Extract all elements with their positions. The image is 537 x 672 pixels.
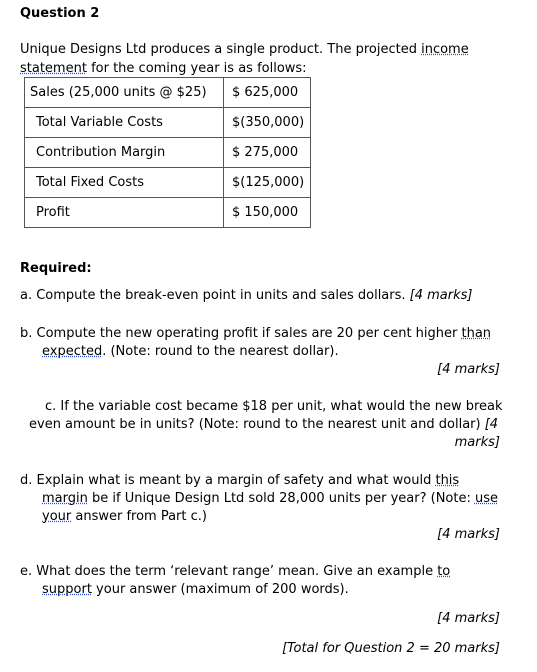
- intro-text-2: for the coming year is as follows:: [86, 61, 307, 76]
- income-link: income: [421, 42, 469, 57]
- part-c-line-1: c. If the variable cost became $18 per unit, what would the new break: [45, 399, 503, 414]
- than-link: than: [461, 326, 492, 341]
- row-label: Contribution Margin: [25, 138, 224, 168]
- part-d-marks: [4 marks]: [437, 527, 500, 542]
- part-d-text-3: answer from Part c.): [71, 509, 207, 524]
- to-link: to: [437, 564, 451, 579]
- table-row: [25, 78, 311, 108]
- part-b-line-2: [42, 344, 339, 359]
- part-d-line-1: [20, 473, 459, 488]
- question-title: Question 2: [20, 6, 100, 21]
- part-c-marks-b: marks]: [454, 435, 500, 450]
- part-b-text-2: . (Note: round to the nearest dollar).: [102, 344, 339, 359]
- intro-text: Unique Designs Ltd produces a single product. The projected: [20, 42, 422, 57]
- part-a: [20, 288, 473, 303]
- part-a-marks: [4 marks]: [409, 288, 473, 303]
- part-b-line-1: [20, 326, 491, 341]
- part-c-text: even amount be in units? (Note: round to the nearest unit and dollar): [29, 417, 485, 432]
- row-value: $(125,000): [224, 168, 311, 198]
- table-row: [25, 198, 311, 228]
- your-link: your: [42, 509, 72, 524]
- support-link: support: [42, 582, 92, 597]
- row-value: $ 275,000: [224, 138, 311, 168]
- part-b-text: b. Compute the new operating profit if sales are 20 per cent higher: [20, 326, 462, 341]
- table-row: [25, 168, 311, 198]
- intro-line-2: [20, 61, 307, 76]
- part-c-line-2: [29, 417, 498, 432]
- required-label: Required:: [20, 261, 92, 276]
- row-value: $ 150,000: [224, 198, 311, 228]
- intro-line-1: [20, 42, 469, 57]
- part-e-text: e. What does the term ‘relevant range’ mean. Give an example: [20, 564, 438, 579]
- this-link: this: [435, 473, 460, 488]
- part-e-line-2: [42, 582, 349, 597]
- part-d-text-2: be if Unique Design Ltd sold 28,000 units per year? (Note:: [87, 491, 475, 506]
- question-total: [Total for Question 2 = 20 marks]: [282, 641, 500, 656]
- part-e-marks: [4 marks]: [437, 611, 500, 626]
- row-label: Total Variable Costs: [25, 108, 224, 138]
- income-statement-table: [24, 77, 311, 228]
- part-d-text: d. Explain what is meant by a margin of safety and what would: [20, 473, 436, 488]
- row-value: $(350,000): [224, 108, 311, 138]
- part-d-line-2: [42, 491, 498, 506]
- table-row: [25, 138, 311, 168]
- part-e-text-2: your answer (maximum of 200 words).: [91, 582, 349, 597]
- use-link: use: [474, 491, 498, 506]
- part-d-line-3: [42, 509, 207, 524]
- row-value: $ 625,000: [224, 78, 311, 108]
- row-label: Total Fixed Costs: [25, 168, 224, 198]
- statement-link: statement: [20, 61, 87, 76]
- part-a-text: a. Compute the break-even point in units and sales dollars.: [20, 288, 406, 303]
- part-e-line-1: [20, 564, 450, 579]
- part-b-marks: [4 marks]: [437, 362, 500, 377]
- expected-link: expected: [42, 344, 103, 359]
- row-label: Profit: [25, 198, 224, 228]
- part-c-marks-a: [4: [484, 417, 499, 432]
- table-row: [25, 108, 311, 138]
- margin-link: margin: [42, 491, 88, 506]
- row-label: Sales (25,000 units @ $25): [25, 78, 224, 108]
